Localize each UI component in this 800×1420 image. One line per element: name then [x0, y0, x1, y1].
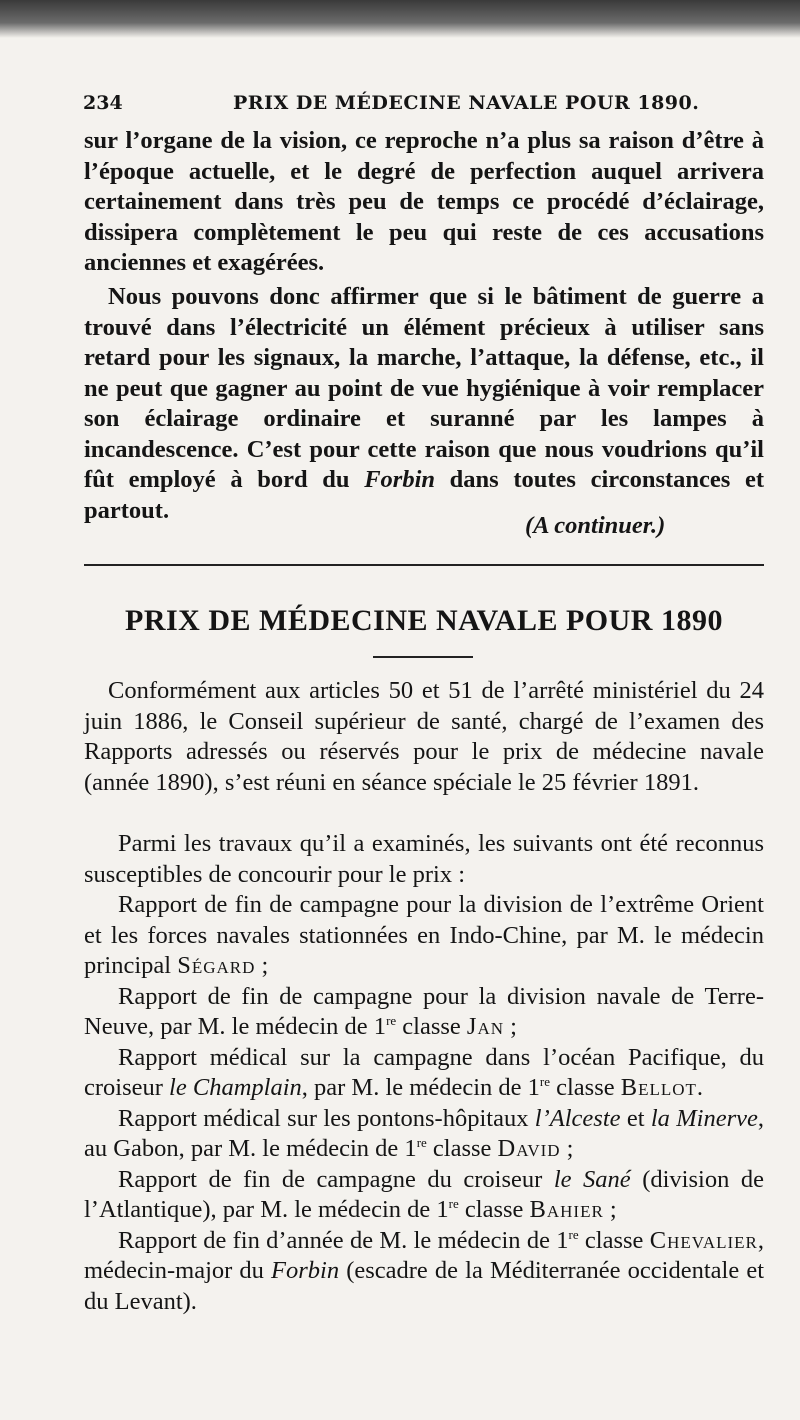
report-text: classe: [396, 1013, 467, 1040]
report-text: classe: [458, 1196, 530, 1223]
running-header: [83, 92, 733, 122]
list-item: [84, 890, 764, 982]
author-name: Bellot: [620, 1074, 697, 1101]
list-item: [84, 1165, 764, 1226]
report-text: , par M. le médecin de 1: [301, 1074, 540, 1101]
intro-paragraph-2: [84, 282, 764, 526]
ship-name: le Sané: [553, 1165, 631, 1193]
report-text: (escadre de la Méditerranée occidentale et du Levant).: [84, 1257, 764, 1315]
superscript: re: [568, 1226, 579, 1242]
ship-name: le Champlain: [169, 1074, 302, 1101]
report-end: ;: [603, 1196, 617, 1223]
intro-text-2b: dans toutes circonstances et partout.: [84, 466, 764, 524]
report-text: et: [620, 1104, 651, 1132]
continued-note: [525, 512, 665, 540]
scan-edge-shadow: [0, 0, 800, 38]
intro-text-2: [84, 282, 764, 526]
ship-name-forbin: Forbin: [364, 466, 435, 493]
report-end: .: [696, 1074, 704, 1101]
superscript: re: [539, 1073, 550, 1089]
reports-list: [84, 829, 764, 1317]
page-number: 234: [83, 92, 123, 114]
report-text: classe: [426, 1135, 498, 1162]
report-text: classe: [549, 1074, 621, 1101]
title-underline: [373, 656, 473, 658]
list-item: [84, 1104, 764, 1165]
list-item: [84, 1043, 764, 1104]
continued-text: (A continuer.): [525, 512, 666, 539]
intro-paragraph-1: [84, 126, 764, 279]
section-text-2: Parmi les travaux qu’il a examinés, les suivants ont été reconnus susceptibles de concourir pour le prix :: [84, 830, 764, 888]
running-title: PRIX DE MÉDECINE NAVALE POUR 1890.: [233, 92, 700, 114]
section-title: PRIX DE MÉDECINE NAVALE POUR 1890: [125, 604, 723, 637]
author-name: Chevalier: [649, 1226, 758, 1254]
intro-text-2a: Nous pouvons donc affirmer que si le bâtiment de guerre a trouvé dans l’électricité un élément précieux à utiliser sans retard pour les signaux, la marche, l’attaque, la défense, etc., il ne peut que gagner au point de vue hygiénique à voir remplacer son éclairage ordinaire et suranné par les lampes à incandescence. C’est pour cette raison que nous voudrions qu’il fût employé à bord du: [84, 283, 764, 493]
author-name: Jan: [466, 1013, 505, 1040]
report-end: ;: [504, 1013, 517, 1040]
list-item: [84, 1226, 764, 1318]
superscript: re: [386, 1012, 397, 1028]
list-item: [84, 982, 764, 1043]
superscript: re: [416, 1134, 427, 1150]
ship-name: Forbin: [271, 1257, 340, 1284]
section-divider: [84, 564, 764, 566]
superscript: re: [448, 1195, 459, 1211]
ship-name: la Minerve: [650, 1104, 758, 1132]
report-text: classe: [578, 1226, 650, 1254]
report-text: (division de l’Atlantique), par M. le médecin de 1: [84, 1165, 764, 1223]
section-text-1: Conformément aux articles 50 et 51 de l’arrêté ministériel du 24 juin 1886, le Conseil supérieur de santé, chargé de l’examen des Rapports adressés ou réservés pour le prix de médecine navale (année 1890), s’est réuni en séance spéciale le 25 février 1891.: [84, 677, 764, 796]
intro-text-1: sur l’organe de la vision, ce reproche n’a plus sa raison d’être à l’époque actuelle, et le degré de perfection auquel arrivera certainement dans très peu de temps ce procédé d’éclairage, dissipera complètement le peu qui reste de ces accusations anciennes et exagérées.: [84, 127, 764, 276]
report-text: , médecin-major du: [84, 1226, 764, 1284]
report-text: Rapport médical sur les pontons-hôpitaux: [118, 1104, 535, 1132]
report-end: ;: [255, 952, 269, 979]
ship-name: l’Alceste: [534, 1104, 621, 1132]
report-text: Rapport de fin de campagne pour la division de l’extrême Orient et les forces navales stationnées en Indo-Chine, par M. le médecin principal: [84, 891, 764, 979]
author-name: David: [497, 1135, 561, 1162]
report-text: Rapport de fin de campagne pour la division navale de Terre-Neuve, par M. le médecin de 1: [84, 982, 764, 1040]
section-paragraph-1: [84, 676, 764, 798]
author-name: Bahier: [529, 1196, 604, 1223]
report-text: Rapport médical sur la campagne dans l’océan Pacifique, du croiseur: [84, 1043, 764, 1101]
report-text: Rapport de fin d’année de M. le médecin de 1: [118, 1226, 569, 1254]
report-end: ;: [560, 1135, 574, 1162]
report-text: , au Gabon, par M. le médecin de 1: [84, 1104, 764, 1162]
author-name: Ségard: [177, 952, 256, 979]
report-text: Rapport de fin de campagne du croiseur: [118, 1165, 554, 1193]
